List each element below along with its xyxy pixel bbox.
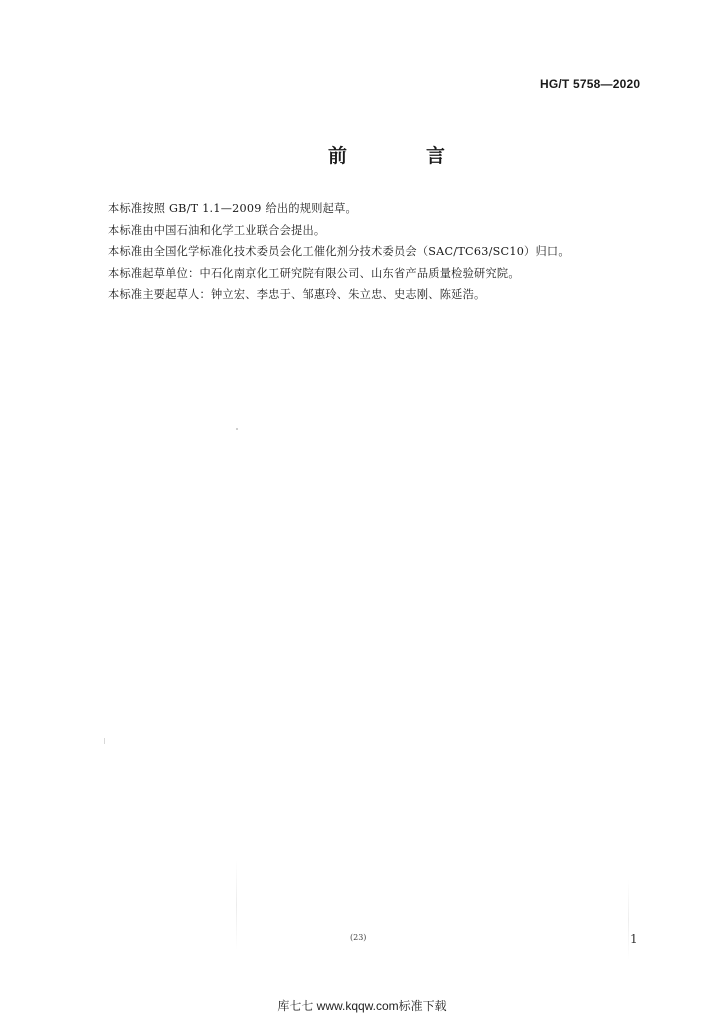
watermark: 库七七 www.kqqw.com标准下载 xyxy=(277,999,447,1013)
paragraph: 本标准由中国石油和化学工业联合会提出。 xyxy=(108,223,326,237)
scan-edge xyxy=(236,860,237,950)
paragraph: 本标准起草单位：中石化南京化工研究院有限公司、山东省产品质量检验研究院。 xyxy=(108,266,520,280)
standard-code: HG/T 5758—2020 xyxy=(540,77,641,91)
scan-edge xyxy=(628,880,629,960)
paragraph: 本标准主要起草人：钟立宏、李忠于、邹惠玲、朱立忠、史志刚、陈延浩。 xyxy=(108,288,486,302)
page-number: 1 xyxy=(630,932,638,946)
scan-artifact xyxy=(104,738,105,744)
page-mark: (23) xyxy=(350,933,367,942)
scan-artifact xyxy=(236,428,238,430)
paragraph: 本标准由全国化学标准化技术委员会化工催化剂分技术委员会（SAC/TC63/SC10）归口。 xyxy=(108,245,570,259)
paragraph: 本标准按照 GB/T 1.1—2009 给出的规则起草。 xyxy=(108,202,357,215)
foreword-body xyxy=(108,198,668,306)
page-title: 前 言 xyxy=(328,145,476,167)
